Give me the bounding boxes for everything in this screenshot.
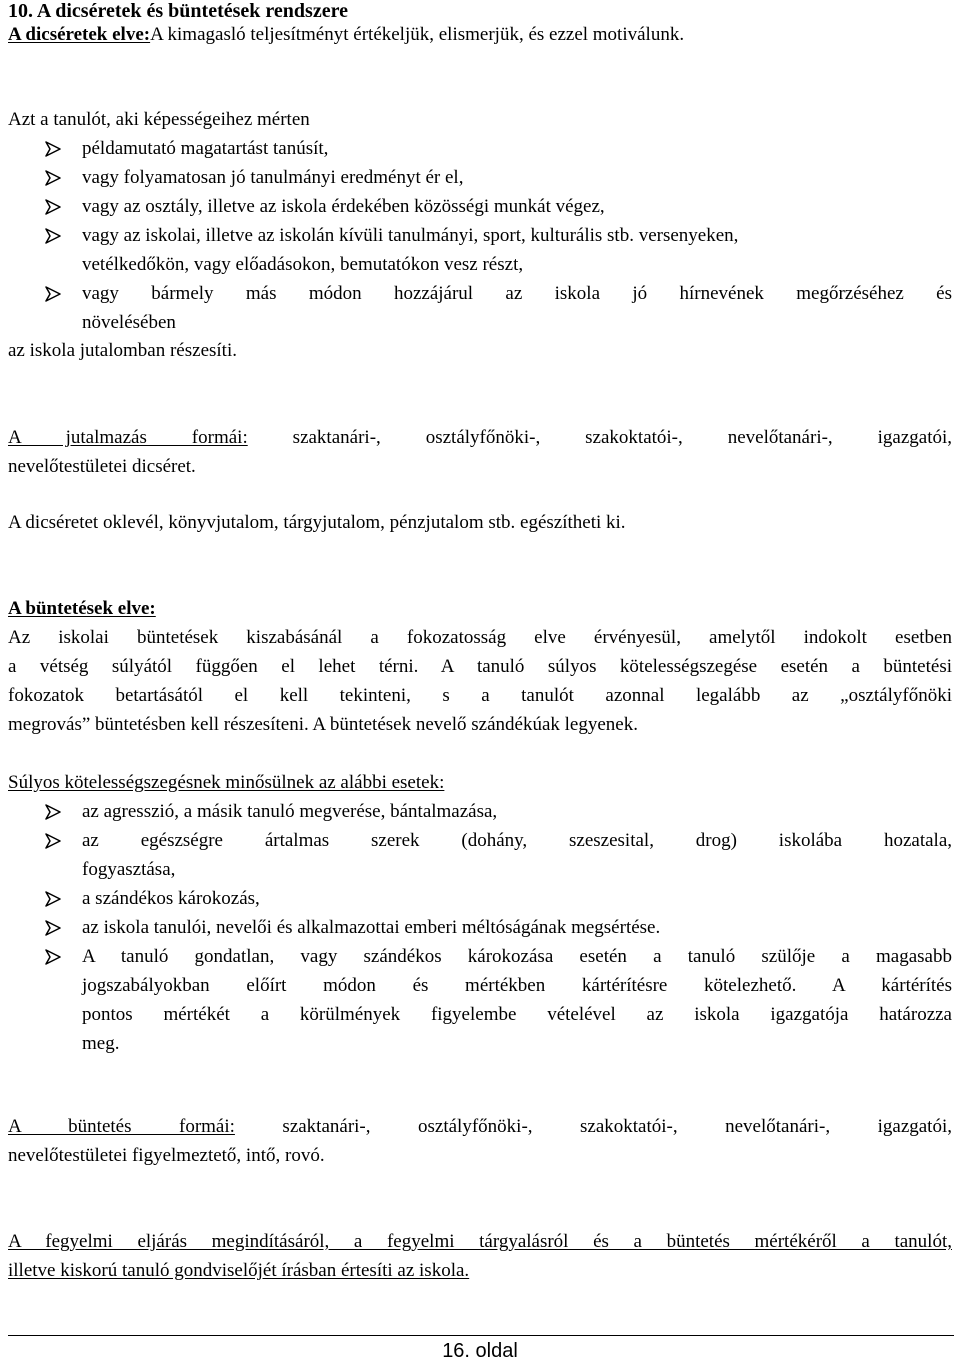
punishment-forms-line-2: nevelőtestületei figyelmeztető, intő, rovó.	[8, 1145, 325, 1166]
bullet-arrow-icon	[45, 170, 65, 188]
footer-divider	[8, 1335, 954, 1336]
list-item: pontos mértékét a körülmények figyelembe vételével az iskola igazgatója határozza	[82, 1004, 952, 1025]
praise-principle	[8, 20, 684, 49]
bullet-arrow-icon	[45, 833, 65, 851]
paragraph-line: megrovás” büntetésben kell részesíteni. A büntetések nevelő szándékúak legyenek.	[8, 714, 638, 735]
list-item: meg.	[82, 1033, 120, 1054]
bullet-arrow-icon	[45, 804, 65, 822]
procedure-line-1: A fegyelmi eljárás megindításáról, a fegyelmi tárgyalásról és a büntetés mértékéről a tanulót,	[8, 1231, 952, 1252]
bullet-arrow-icon	[45, 141, 65, 159]
procedure-line-2: illetve kiskorú tanuló gondviselőjét írásban értesíti az iskola.	[8, 1260, 470, 1281]
list-item: példamutató magatartást tanúsít,	[82, 138, 329, 159]
punishment-forms-text: szaktanári-, osztályfőnöki-, szakoktatói-, nevelőtanári-, igazgatói,	[234, 1116, 952, 1137]
list-item: az egészségre ártalmas szerek (dohány, szeszesital, drog) iskolába hozatala,	[82, 830, 952, 851]
list-item: az iskola tanulói, nevelői és alkalmazottai emberi méltóságának megsértése.	[82, 917, 661, 938]
list-item: vagy az iskolai, illetve az iskolán kívüli tanulmányi, sport, kulturális stb. versenyeken,	[82, 225, 739, 246]
bullet-arrow-icon	[45, 286, 65, 304]
bullet-arrow-icon	[45, 920, 65, 938]
page-title: 10. A dicséretek és büntetések rendszere	[8, 0, 348, 22]
reward-forms-line-1	[8, 423, 952, 452]
reward-forms-text: szaktanári-, osztályfőnöki-, szakoktatói-, nevelőtanári-, igazgatói,	[247, 427, 952, 448]
list-item: fogyasztása,	[82, 859, 176, 880]
paragraph-line: fokozatok betartásától el kell tekinteni, s a tanulót azonnal legalább az „osztályfőnöki	[8, 685, 952, 706]
paragraph-line: Az iskolai büntetések kiszabásánál a fokozatosság elve érvényesül, amelytől indokolt esetben	[8, 627, 952, 648]
list-item: növelésében	[82, 312, 176, 333]
bullet-arrow-icon	[45, 199, 65, 217]
list-item: az agresszió, a másik tanuló megverése, bántalmazása,	[82, 801, 498, 822]
reward-forms-label: A jutalmazás formái:	[8, 427, 248, 448]
praise-intro: Azt a tanulót, aki képességeihez mérten	[8, 109, 310, 130]
list-item: A tanuló gondatlan, vagy szándékos károkozása esetén a tanuló szülője a magasabb	[82, 946, 952, 967]
praise-conclusion: az iskola jutalomban részesíti.	[8, 340, 237, 361]
list-item: vagy folyamatosan jó tanulmányi eredményt ér el,	[82, 167, 464, 188]
reward-forms-line-2: nevelőtestületei dicséret.	[8, 456, 196, 477]
punishment-forms-line-1	[8, 1112, 952, 1141]
page-number: 16. oldal	[442, 1340, 518, 1362]
praise-principle-text: A kimagasló teljesítményt értékeljük, elismerjük, és ezzel motiválunk.	[150, 24, 685, 45]
bullet-arrow-icon	[45, 228, 65, 246]
praise-principle-label: A dicséretek elve:	[8, 24, 151, 45]
bullet-arrow-icon	[45, 891, 65, 909]
list-item: jogszabályokban előírt módon és mértékben kártérítésre kötelezhető. A kártérítés	[82, 975, 952, 996]
list-item: a szándékos károkozás,	[82, 888, 260, 909]
bullet-arrow-icon	[45, 949, 65, 967]
punishment-principle-label: A büntetések elve:	[8, 598, 156, 619]
list-item: vagy az osztály, illetve az iskola érdekében közösségi munkát végez,	[82, 196, 605, 217]
list-item: vetélkedőkön, vagy előadásokon, bemutatókon vesz részt,	[82, 254, 524, 275]
serious-offences-label: Súlyos kötelességszegésnek minősülnek az alábbi esetek:	[8, 772, 445, 793]
punishment-forms-label: A büntetés formái:	[8, 1116, 235, 1137]
paragraph-line: a vétség súlyától függően el lehet térni. A tanuló súlyos kötelességszegése esetén a büntetési	[8, 656, 952, 677]
reward-extra: A dicséretet oklevél, könyvjutalom, tárgyjutalom, pénzjutalom stb. egészítheti ki.	[8, 512, 626, 533]
list-item: vagy bármely más módon hozzájárul az iskola jó hírnevének megőrzéséhez és	[82, 283, 952, 304]
